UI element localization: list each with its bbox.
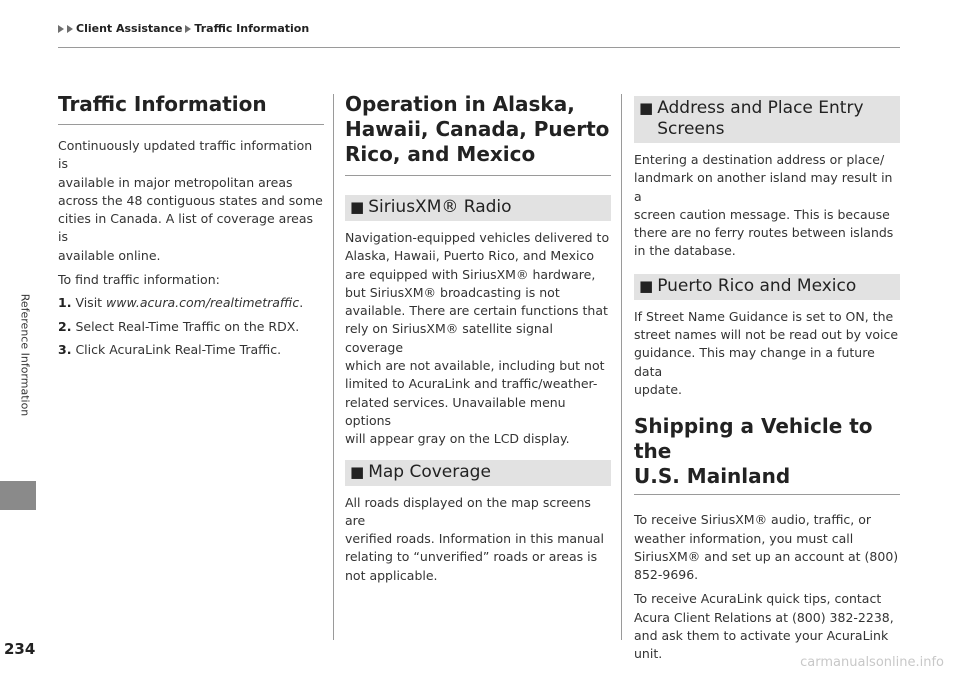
section-title: Traffic Information bbox=[58, 92, 324, 125]
paragraph: To receive AcuraLink quick tips, contact Acura Client Relations at (800) 382-2238, and ask them to activate your AcuraLink unit. bbox=[634, 591, 894, 662]
sidebar-tab bbox=[0, 481, 36, 510]
paragraph: To receive SiriusXM® audio, traffic, or weather information, you must call SiriusXM® and set up an account at (800) 852-9696. bbox=[634, 512, 899, 583]
subsection-heading: ■ Puerto Rico and Mexico bbox=[634, 274, 900, 300]
subsection-heading: ■ SiriusXM® Radio bbox=[345, 195, 611, 221]
intro-paragraph bbox=[58, 137, 324, 265]
breadcrumb-arrow-icon bbox=[58, 25, 64, 33]
text-line: across the 48 contiguous states and some bbox=[58, 192, 323, 208]
paragraph: Entering a destination address or place/ landmark on another island may result in a screen caution message. This is because there are no ferry routes between islands in the database. bbox=[634, 152, 894, 259]
step-item: 2. Select Real-Time Traffic on the RDX. bbox=[58, 318, 300, 334]
column-details bbox=[634, 88, 900, 664]
watermark: carmanualsonline.info bbox=[800, 655, 944, 670]
section-title: Operation in Alaska, Hawaii, Canada, Puerto Rico, and Mexico bbox=[345, 92, 610, 166]
text-line: Continuously updated traffic information is bbox=[58, 138, 313, 172]
page-number: 234 bbox=[4, 640, 36, 658]
column-operation-outside-mainland bbox=[345, 88, 611, 585]
breadcrumb-item[interactable]: Traffic Information bbox=[194, 22, 310, 35]
subsection-heading: ■ Address and Place Entry Screens bbox=[634, 96, 900, 143]
breadcrumb-item[interactable]: Client Assistance bbox=[76, 22, 183, 35]
subsection-heading: ■ Map Coverage bbox=[345, 460, 611, 486]
paragraph: All roads displayed on the map screens are verified roads. Information in this manual relating to “unverified” roads or areas is not applicable. bbox=[345, 494, 605, 583]
section-title: Shipping a Vehicle to the U.S. Mainland bbox=[634, 414, 873, 489]
breadcrumb-arrow-icon bbox=[67, 25, 73, 33]
bullet-square-icon: ■ bbox=[350, 198, 365, 216]
text-line: available in major metropolitan areas bbox=[58, 174, 293, 190]
header-divider bbox=[58, 47, 900, 48]
step-item: 1. Visit www.acura.com/realtimetraffic. bbox=[58, 295, 304, 311]
step-item: 3. Click AcuraLink Real-Time Traffic. bbox=[58, 341, 282, 357]
column-traffic-information bbox=[58, 88, 324, 359]
paragraph: Navigation-equipped vehicles delivered to Alaska, Hawaii, Puerto Rico, and Mexico are equipped with SiriusXM® hardware, but SiriusXM® broadcasting is not available. There are certain functions that rely on SiriusXM® satellite signal coverage which are not available, including but not limited to AcuraLink and traffic/weather- related services. Unavailable menu options will appear gray on the LCD display. bbox=[345, 230, 610, 447]
paragraph: If Street Name Guidance is set to ON, the street names will not be read out by voice guidance. This may change in a future data update. bbox=[634, 308, 899, 397]
breadcrumb-arrow-icon bbox=[185, 25, 191, 33]
text-line: cities in Canada. A list of coverage areas is bbox=[58, 211, 314, 245]
text-line: available online. bbox=[58, 247, 161, 263]
lead-text: To find traffic information: bbox=[58, 272, 220, 288]
column-divider bbox=[333, 94, 334, 640]
website-url[interactable]: www.acura.com/realtimetraffic bbox=[106, 295, 300, 311]
sidebar-section-label: Reference Information bbox=[18, 293, 32, 417]
column-divider bbox=[621, 94, 622, 640]
bullet-square-icon: ■ bbox=[639, 276, 654, 295]
bullet-square-icon: ■ bbox=[639, 99, 654, 117]
bullet-square-icon: ■ bbox=[350, 462, 365, 481]
breadcrumb bbox=[58, 22, 309, 35]
